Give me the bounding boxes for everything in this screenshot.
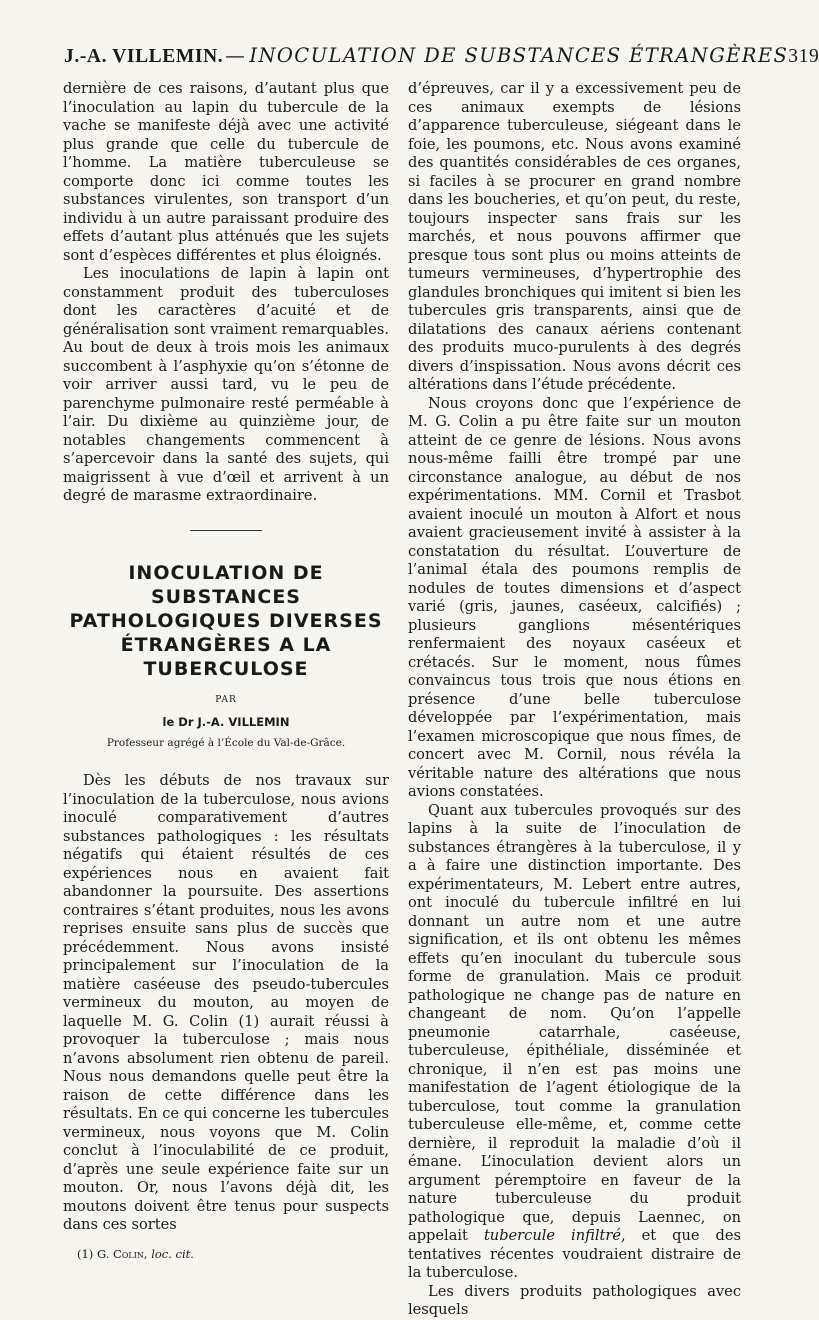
footnote-marker: (1)	[77, 1246, 97, 1261]
section-title-line: TUBERCULOSE	[143, 657, 309, 680]
section-title-line: INOCULATION DE	[128, 561, 324, 584]
section-title-line: PATHOLOGIQUES DIVERSES	[69, 609, 383, 632]
par-label: PAR	[215, 694, 237, 705]
left-column	[63, 80, 389, 1263]
section-title-line: SUBSTANCES	[151, 585, 301, 608]
footnote-author: G. Colin,	[96, 1246, 148, 1261]
footnote-reference: loc. cit.	[151, 1246, 194, 1261]
paragraph	[408, 802, 741, 1283]
running-header	[64, 44, 819, 74]
paragraph: Nous croyons donc que l’expérience de M. G. Colin a pu être faite sur un mouton atteint de ce genre de lésions. Nous avons nous-même failli être trompé par une circonstance analogue, au début de nos expérimentations. MM. Cornil et Trasbot avaient inoculé un mouton à Alfort et nous avaient gracieusement invité à assister à la constatation du résultat. L’ouverture de l’animal étala des poumons remplis de nodules de toutes dimensions et d’aspect varié (gris, jaunes, caséeux, calcifiés) ; plusieurs ganglions mésentériques renfermaient des noyaux caséeux et crétacés. Sur le moment, nous fûmes convaincus tous trois que nous étions en présence d’une belle tuberculose développée par l’expérimentation, mais l’examen microscopique que nous fîmes, de concert avec M. Cornil, nous révéla la véritable nature des altérations que nous avions constatées.	[408, 394, 741, 800]
author-byline: le Dr J.-A. VILLEMIN	[162, 715, 290, 729]
footnote	[63, 1245, 389, 1264]
paragraph: Les inoculations de lapin à lapin ont constamment produit des tuberculoses dont les caractères d’acuité et de généralisation sont vraiment remarquables. Au bout de deux à trois mois les animaux succombent à l’asphyxie qu’on s’étonne de voir arriver aussi tard, vu le peu de parenchyme pulmonaire resté perméable à l’air. Du dixième au quinzième jour, de notables changements commencent à s’apercevoir dans la santé des sujets, qui maigrissent à vue d’œil et arrivent à un degré de marasme extraordinaire.	[63, 265, 389, 504]
header-author: J.-A. VILLEMIN.	[64, 46, 224, 67]
section-separator	[190, 530, 262, 531]
paragraph: Les divers produits pathologiques avec lesquels	[408, 1282, 741, 1318]
section-title-line: ÉTRANGÈRES A LA	[120, 633, 332, 656]
paragraph: dernière de ces raisons, d’autant plus que l’inoculation au lapin du tubercule de la vache se manifeste déjà avec une activité plus grande que celle du tubercule de l’homme. La matière tuberculeuse se comporte donc ici comme toutes les substances virulentes, son transport d’un individu à un autre paraissant produire des effets d’autant plus atténués que les sujets sont d’espèces différentes et plus éloignés.	[63, 80, 389, 264]
paragraph: Dès les débuts de nos travaux sur l’inoculation de la tuberculose, nous avions inoculé comparativement d’autres substances pathologiques : les résultats négatifs qui étaient résultés de ces expériences nous en avaient fait abandonner la poursuite. Des assertions contraires s’étant produites, nous les avons reprises ensuite sans plus de succès que précédemment. Nous avons insisté principalement sur l’inoculation de la matière caséeuse des pseudo-tubercules vermineux du mouton, au moyen de laquelle M. G. Colin (1) aurait réussi à provoquer la tuberculose ; mais nous n’avons absolument rien obtenu de pareil. Nous nous demandons quelle peut être la raison de cette différence dans les résultats. En ce qui concerne les tubercules vermineux, nous voyons que M. Colin conclut à l’inoculabilité de ce produit, d’après une seule expérience faite sur un mouton. Or, nous l’avons déjà dit, les moutons doivent être tenus pour suspects dans ces sortes	[63, 772, 389, 1233]
author-affiliation: Professeur agrégé à l’École du Val-de-Grâce.	[106, 736, 346, 749]
header-dash: —	[225, 44, 246, 67]
header-running-title: INOCULATION DE SUBSTANCES ÉTRANGÈRES	[249, 44, 789, 67]
italic-term: tubercule infiltré	[483, 1227, 621, 1244]
paragraph-text: , et que des tentatives récentes voudraient distraire de la tuberculose.	[408, 1227, 742, 1281]
paragraph: d’épreuves, car il y a excessivement peu de ces animaux exempts de lésions d’apparence tuberculeuse, siégeant dans le foie, les poumons, etc. Nous avons examiné des quantités considérables de ces organes, si faciles à se procurer en grand nombre dans les boucheries, et qu’on peut, du reste, toujours inspecter sans frais sur les marchés, et nous pouvons affirmer que presque tous sont plus ou moins atteints de tumeurs vermineuses, d’hypertrophie des glandules bronchiques qui imitent si bien les tubercules gris transparents, ainsi que de dilatations des canaux aériens contenant des produits muco-purulents à des degrés divers d’inspissation. Nous avons décrit ces altérations dans l’étude précédente.	[408, 80, 741, 393]
right-column	[408, 80, 741, 1320]
page-number: 319	[788, 46, 819, 67]
paragraph-text: Quant aux tubercules provoqués sur des lapins à la suite de l’inoculation de substances étrangères à la tuberculose, il y a à faire une distinction importante. Des expérimentateurs, M. Lebert entre autres, ont inoculé du tubercule infiltré en lui donnant un autre nom et une autre signification, et ils ont obtenu les mêmes effets qu’en inoculant du tubercule sous forme de granulation. Mais ce produit pathologique ne change pas de nature en changeant de nom. Qu’on l’appelle pneumonie catarrhale, caséeuse, tuberculeuse, épithéliale, disséminée et chronique, il n’en est pas moins une manifestation de l’agent étiologique de la tuberculose, tout comme la granulation tuberculeuse elle-même, et, comme cette dernière, il reproduit la maladie d’où il émane. L’inoculation devient alors un argument péremptoire en faveur de la nature tuberculeuse du produit pathologique que, depuis Laennec, on appelait	[408, 801, 741, 1244]
section-title	[63, 561, 389, 681]
